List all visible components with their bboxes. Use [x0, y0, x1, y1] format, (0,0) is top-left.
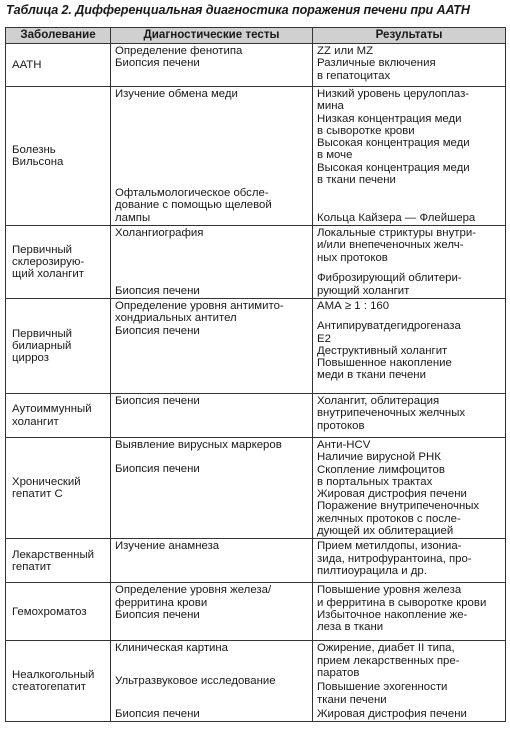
tests-line: Ультразвуковое исследование [115, 675, 276, 688]
results-line: прием лекарственных пре- [317, 654, 460, 667]
results-line: ткани печени [317, 693, 387, 706]
results-block [317, 584, 502, 633]
results-line: Наличие вирусной РНК [317, 451, 441, 464]
results-line: в моче [317, 149, 353, 162]
header-disease: Заболевание [6, 28, 111, 44]
header-row [6, 28, 506, 44]
disease-line: гепатит [12, 560, 52, 573]
disease-cell [6, 87, 111, 226]
results-block [317, 45, 502, 82]
tests-line: Определение уровня антимито- [115, 300, 284, 312]
results-line: Повышение эхогенности [317, 681, 448, 694]
tests-block [115, 439, 309, 451]
results-cell-content [317, 395, 502, 436]
results-cell [313, 641, 506, 722]
results-cell-content [317, 300, 502, 392]
tests-line: Клиническая картина [115, 642, 229, 655]
results-block [317, 540, 502, 577]
tests-line: Офтальмологическое обсле- [115, 187, 269, 200]
tests-line: Холангиография [115, 227, 204, 239]
results-cell-content [317, 584, 502, 639]
results-line: в сыворотке крови [317, 124, 415, 137]
results-line: в портальных трактах [317, 475, 433, 488]
disease-cell [6, 299, 111, 394]
results-line: леза в ткани [317, 621, 384, 634]
tests-block [115, 675, 309, 687]
tests-cell [111, 438, 313, 539]
results-line: в ткани печени [317, 174, 396, 187]
table-body [6, 44, 506, 722]
disease-line: стеатогепатит [12, 681, 86, 694]
results-block [317, 227, 502, 264]
results-line: Ожирение, диабет II типа, [317, 642, 455, 655]
results-line: Повышенное накопление [317, 357, 452, 370]
results-line: Избыточное накопление же- [317, 608, 468, 621]
results-line: Деструктивный холангит [317, 344, 448, 357]
header-tests: Диагностические тесты [111, 28, 313, 44]
disease-line: Первичный [12, 243, 73, 256]
results-cell-content [317, 88, 502, 224]
table-row [6, 438, 506, 539]
results-line: Антипируватдегидрогеназа [317, 320, 461, 333]
tests-block [115, 395, 309, 407]
results-line: в гепатоцитах [317, 69, 391, 82]
results-line: Локальные стриктуры внутри- [317, 227, 477, 239]
tests-cell-content [115, 227, 309, 297]
tests-line: Биопсия печени [115, 608, 200, 621]
disease-line: билиарный [12, 339, 72, 352]
results-block [317, 320, 502, 381]
tests-block [115, 708, 309, 720]
tests-block [115, 227, 309, 239]
disease-line: Болезнь [12, 143, 56, 156]
results-line: Высокая концентрация меди [317, 161, 470, 174]
table-row [6, 299, 506, 394]
results-line: Прием метилдопы, изониа- [317, 540, 462, 553]
tests-cell-content [115, 300, 309, 392]
tests-block [115, 584, 309, 621]
results-cell-content [317, 642, 502, 720]
tests-line: Биопсия печени [115, 395, 200, 407]
results-line: и/или внепеченочных желч- [317, 239, 464, 252]
differential-diagnosis-table [5, 27, 506, 722]
tests-cell [111, 87, 313, 226]
results-line: желчных протоков с после- [317, 512, 461, 525]
disease-cell [6, 641, 111, 722]
table-caption: Таблица 2. Дифференциальная диагностика поражения печени при ААТН [6, 3, 470, 17]
tests-block [115, 285, 309, 297]
results-line: Различные включения [317, 57, 436, 70]
table-row [6, 87, 506, 226]
tests-line: Биопсия печени [115, 324, 200, 337]
tests-cell-content [115, 584, 309, 639]
tests-cell-content [115, 540, 309, 581]
results-line: дующей их облитерацией [317, 525, 454, 538]
tests-cell-content [115, 439, 309, 537]
disease-cell [6, 226, 111, 299]
results-block [317, 708, 502, 720]
results-line: АМА ≥ 1 : 160 [317, 300, 390, 312]
disease-line: Неалкогольный [12, 669, 95, 682]
results-line: внутрипеченочных желчных [317, 407, 466, 420]
disease-line: цирроз [12, 352, 49, 365]
results-block [317, 272, 502, 297]
results-line: Скопление лимфоцитов [317, 463, 445, 476]
tests-block [115, 45, 309, 70]
tests-cell [111, 539, 313, 583]
results-cell-content [317, 45, 502, 85]
results-line: паратов [317, 666, 360, 679]
results-line: рующий холангит [317, 284, 410, 297]
tests-line: Изучение анамнеза [115, 540, 220, 553]
header-results: Результаты [313, 28, 506, 44]
results-cell-content [317, 227, 502, 297]
results-line: зида, нитрофурантоина, про- [317, 552, 472, 565]
tests-line: Изучение обмена меди [115, 88, 238, 100]
tests-line: ферритина крови [115, 596, 208, 609]
tests-block [115, 463, 309, 475]
table-row [6, 44, 506, 87]
tests-cell [111, 394, 313, 438]
results-line: Низкий уровень церулоплаз- [317, 88, 470, 100]
tests-cell [111, 299, 313, 394]
tests-block [115, 88, 309, 100]
results-line: Жировая дистрофия печени [317, 708, 467, 721]
results-line: Поражение внутрипеченочных [317, 500, 480, 513]
results-line: мина [317, 100, 344, 113]
results-cell [313, 226, 506, 299]
results-line: ных протоков [317, 251, 388, 264]
tests-line: Определение фенотипа [115, 45, 243, 57]
disease-line: холангит [12, 415, 59, 428]
tests-block [115, 540, 309, 552]
results-block [317, 681, 502, 706]
tests-line: Выявление вирусных маркеров [115, 439, 282, 451]
results-block [317, 395, 502, 432]
results-line: Жировая дистрофия печени [317, 488, 467, 501]
table-row [6, 226, 506, 299]
tests-cell-content [115, 45, 309, 85]
tests-line: Определение уровня железа/ [115, 584, 272, 597]
disease-cell [6, 44, 111, 87]
results-cell [313, 438, 506, 539]
tests-line: дование с помощью щелевой [115, 199, 272, 212]
results-line: ZZ или MZ [317, 45, 374, 57]
disease-line: Вильсона [12, 156, 64, 168]
disease-cell [6, 394, 111, 438]
results-cell [313, 583, 506, 641]
results-line: меди в ткани печени [317, 369, 426, 382]
tests-cell [111, 641, 313, 722]
results-cell [313, 394, 506, 438]
disease-line: Гемохроматоз [12, 605, 87, 618]
results-block [317, 88, 502, 186]
disease-line: Первичный [12, 327, 73, 340]
results-line: Фиброзирующий облитери- [317, 272, 462, 285]
table-row [6, 394, 506, 438]
disease-line: гепатит С [12, 488, 63, 501]
tests-cell [111, 44, 313, 87]
tests-line: хондриальных антител [115, 312, 237, 325]
results-line: Низкая концентрация меди [317, 112, 462, 125]
tests-cell-content [115, 395, 309, 436]
tests-cell [111, 583, 313, 641]
results-line: Кольца Кайзера — Флейшера [317, 211, 476, 224]
table-row [6, 583, 506, 641]
disease-line: ААТН [12, 58, 42, 71]
disease-cell [6, 539, 111, 583]
tests-line: Биопсия печени [115, 284, 200, 297]
results-line: Анти-HCV [317, 439, 371, 451]
tests-cell [111, 226, 313, 299]
tests-cell-content [115, 88, 309, 224]
results-line: Повышение уровня железа [317, 584, 462, 597]
tests-cell-content [115, 642, 309, 720]
results-line: протоков [317, 419, 365, 432]
results-cell-content [317, 540, 502, 581]
disease-line: Аутоиммунный [12, 403, 92, 416]
results-line: Холангит, облитерация [317, 395, 440, 407]
results-block [317, 212, 502, 224]
results-block [317, 642, 502, 679]
results-cell-content [317, 439, 502, 537]
disease-line: склерозирую- [12, 255, 85, 268]
tests-block [115, 187, 309, 224]
disease-cell [6, 583, 111, 641]
table-row [6, 641, 506, 722]
table-row [6, 539, 506, 583]
tests-block [115, 300, 309, 337]
tests-line: Биопсия печени [115, 463, 200, 476]
tests-line: лампы [115, 211, 151, 224]
results-block [317, 300, 502, 312]
results-cell [313, 299, 506, 394]
disease-line: Лекарственный [12, 548, 95, 561]
results-cell [313, 87, 506, 226]
results-cell [313, 44, 506, 87]
tests-block [115, 642, 309, 654]
results-block [317, 439, 502, 537]
disease-line: щий холангит [12, 268, 84, 281]
tests-line: Биопсия печени [115, 57, 200, 70]
results-cell [313, 539, 506, 583]
results-line: пилтиоурацила и др. [317, 564, 427, 577]
disease-line: Хронический [12, 475, 81, 488]
disease-cell [6, 438, 111, 539]
results-line: Е2 [317, 332, 331, 345]
tests-line: Биопсия печени [115, 708, 200, 721]
results-line: и ферритина в сыворотке крови [317, 596, 487, 609]
results-line: Высокая концентрация меди [317, 137, 470, 150]
